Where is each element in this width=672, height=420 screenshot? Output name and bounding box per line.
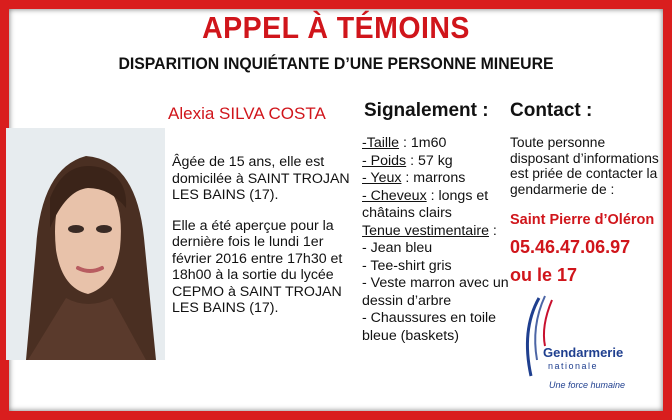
hair-label: - Cheveux [362,187,427,204]
eyes-row [362,170,510,188]
contact-phone[interactable]: 05.46.47.06.97 [510,237,631,257]
eyes-value: : marrons [401,170,466,186]
weight-value: : 57 kg [406,152,453,169]
contact-heading: Contact : [510,100,593,121]
contact-text: Toute personne disposant d’informations est priée de contacter la gendarmerie de : [510,135,659,197]
clothing-heading [362,223,510,241]
weight-label: - Poids [362,152,407,169]
contact-place: Saint Pierre d’Oléron [510,212,655,228]
person-name: Alexia SILVA COSTA [168,104,326,123]
clothing-label: Tenue vestimentaire [362,222,489,239]
missing-person-photo [6,128,165,360]
contact-emergency-number[interactable]: ou le 17 [510,265,578,285]
person-description [172,154,354,331]
signalement-heading: Signalement : [364,100,489,121]
clothing-item: - Veste marron avec un dessin d’arbre [362,275,509,309]
poster-title: APPEL À TÉMOINS [202,10,470,45]
clothing-item: - Jean bleu [362,240,433,256]
logo-line-nationale: nationale [548,361,599,371]
bio-last-seen: Elle a été aperçue pour la dernière fois le lundi 1er février 2016 entre 17h30 et 18h00 à la sortie du lycée CEPMO à SAINT TROJAN LES BAINS (17). [172,217,343,316]
eyes-label: - Yeux [362,170,402,186]
signalement-details [362,135,510,345]
logo-tagline: Une force humaine [549,380,626,390]
hair-value: : longs et châtains clairs [362,187,489,221]
logo-line-gendarmerie: Gendarmerie [543,345,624,360]
height-row [362,135,510,153]
hair-row [362,188,510,223]
poster-subtitle: DISPARITION INQUIÉTANTE D’UNE PERSONNE MINEURE [118,54,554,73]
clothing-item: - Chaussures en toile bleue (baskets) [362,310,497,344]
height-label: -Taille [362,135,400,151]
bio-age-residence: Âgée de 15 ans, elle est domicilée à SAINT TROJAN LES BAINS (17). [172,154,350,203]
clothing-colon: : [488,222,497,239]
weight-row [362,153,510,171]
height-value: : 1m60 [399,135,447,151]
clothing-item: - Tee-shirt gris [362,257,452,274]
